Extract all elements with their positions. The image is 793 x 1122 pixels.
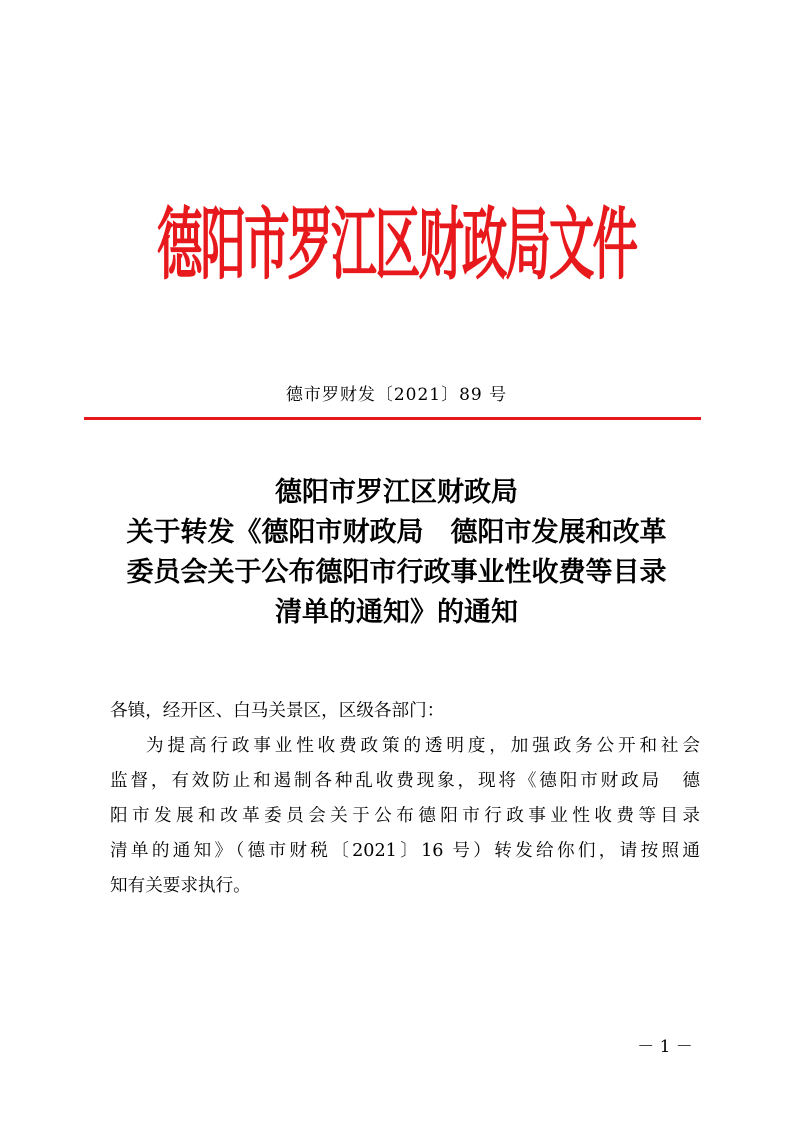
masthead-title-text: 德阳市罗江区财政局文件 bbox=[156, 200, 637, 291]
paragraph-line-1: 为提高行政事业性收费政策的透明度，加强政务公开和社会 bbox=[146, 736, 700, 756]
title-line-2: 关于转发《德阳市财政局 德阳市发展和改革 bbox=[126, 517, 667, 548]
document-body bbox=[110, 694, 700, 904]
title-line-3: 委员会关于公布德阳市行政事业性收费等目录 bbox=[126, 557, 667, 588]
paragraph-line-3: 阳市发展和改革委员会关于公布德阳市行政事业性收费等目录 bbox=[110, 806, 700, 826]
document-number: 德市罗财发〔2021〕89 号 bbox=[285, 385, 508, 405]
paragraph-line-2: 监督，有效防止和遏制各种乱收费现象，现将《德阳市财政局 德 bbox=[110, 771, 700, 791]
masthead-title bbox=[0, 196, 793, 296]
paragraph-line-4: 清单的通知》（德市财税〔2021〕16 号）转发给你们，请按照通 bbox=[110, 841, 700, 861]
title-line-1: 德阳市罗江区财政局 bbox=[275, 477, 518, 508]
page-number: － 1 － bbox=[637, 1037, 693, 1057]
paragraph-line-5: 知有关要求执行。 bbox=[110, 876, 251, 896]
document-title bbox=[84, 473, 709, 633]
salutation: 各镇，经开区、白马关景区，区级各部门： bbox=[110, 701, 445, 721]
title-line-4: 清单的通知》的通知 bbox=[275, 597, 518, 628]
red-separator-line bbox=[84, 417, 701, 420]
